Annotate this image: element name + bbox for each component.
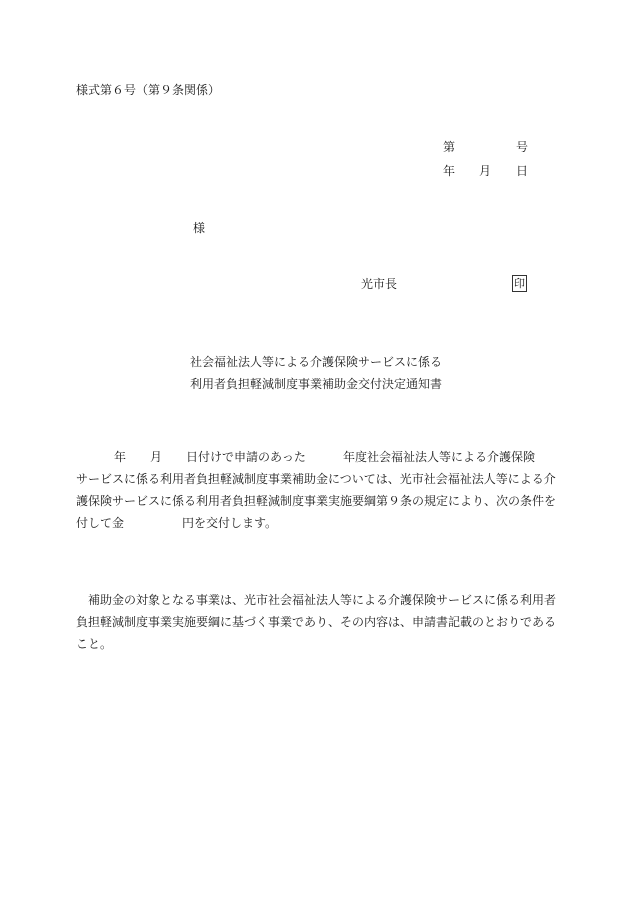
body-amount-end: 円を交付します。: [182, 516, 278, 530]
body-line-3: 護保険サービスに係る利用者負担軽減制度事業実施要綱第９条の規定により、次の条件を: [76, 494, 557, 508]
condition-line-2: 負担軽減制度事業実施要綱に基づく事業であり、その内容は、申請書記載のとおりである: [76, 615, 557, 629]
document-title: [190, 351, 442, 395]
body-date-text: 日付けで申請のあった: [186, 450, 306, 464]
date-year: 年: [443, 164, 456, 178]
issuer-name: 光市長: [361, 277, 398, 291]
title-line-2: 利用者負担軽減制度事業補助金交付決定通知書: [190, 377, 443, 391]
body-year: 年: [114, 450, 127, 464]
title-line-1: 社会福祉法人等による介護保険サービスに係る: [190, 355, 443, 369]
notice-body: [76, 446, 556, 534]
body-line-2: サービスに係る利用者負担軽減制度事業補助金については、光市社会福祉法人等による介: [76, 472, 556, 486]
recipient-suffix: 様: [193, 221, 206, 235]
body-line-4: [76, 512, 556, 534]
doc-number-suffix: 号: [516, 140, 529, 154]
condition-line-1: 補助金の対象となる事業は、光市社会福祉法人等による介護保険サービスに係る利用者: [76, 593, 557, 607]
body-amount-start: 付して金: [76, 516, 125, 530]
seal-mark: 印: [514, 277, 525, 290]
date-day: 日: [516, 164, 529, 178]
form-label: 様式第６号（第９条関係）: [76, 83, 221, 97]
doc-number-prefix: 第: [443, 140, 456, 154]
body-month: 月: [150, 450, 163, 464]
condition-line-3: こと。: [76, 637, 113, 651]
body-fiscal-text: 年度社会福祉法人等による介護保険: [343, 450, 536, 464]
body-line-1: [76, 446, 556, 468]
date-month: 月: [479, 164, 492, 178]
condition-text: [76, 589, 556, 655]
